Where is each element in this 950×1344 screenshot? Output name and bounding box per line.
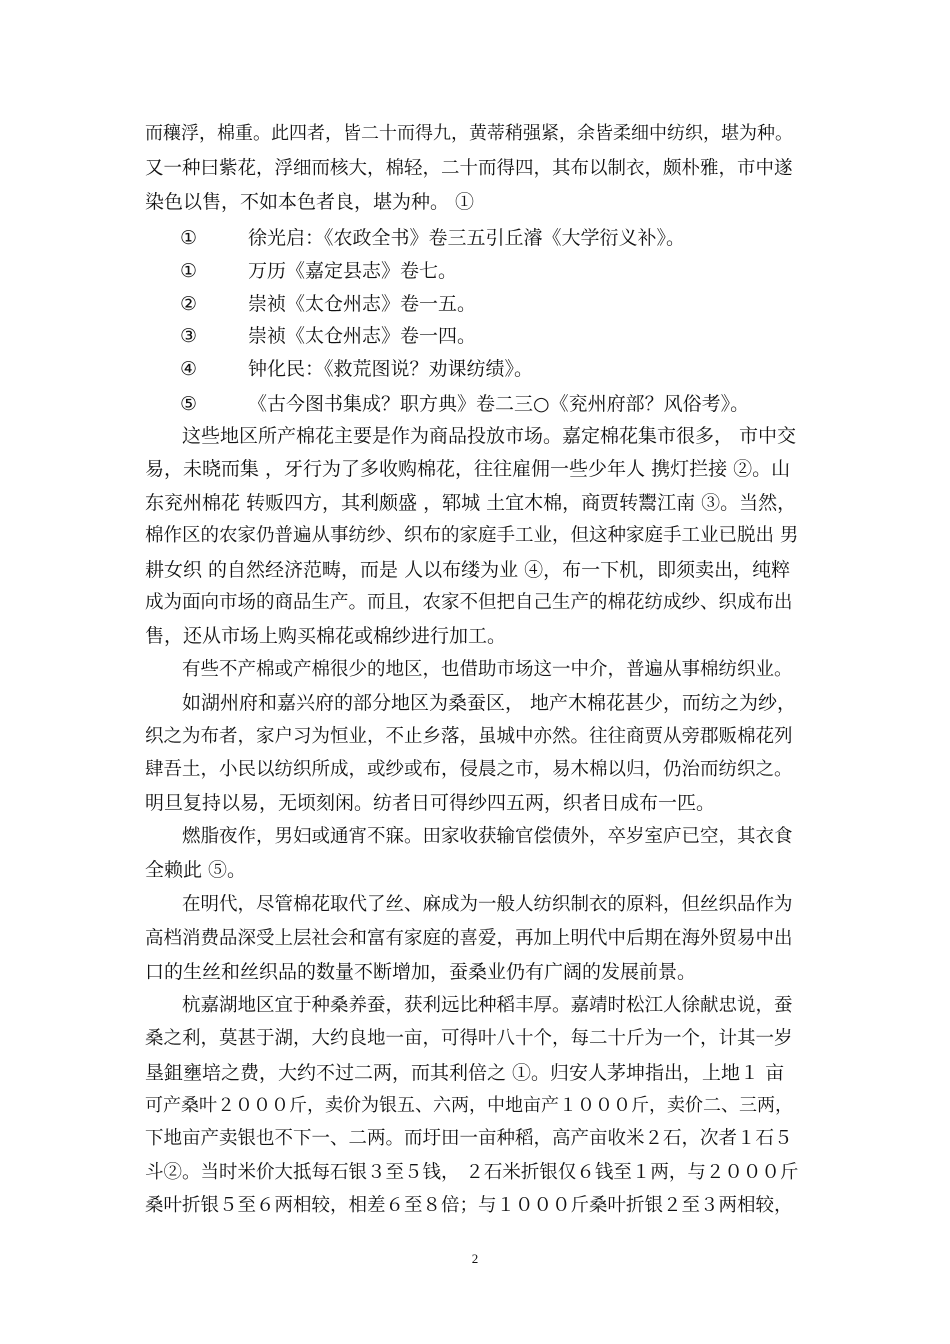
paragraph-2-line-5: 耕女织 的自然经济范畴，而是 人以布缕为业 ④，布一下机，即须卖出，纯粹 (145, 559, 791, 581)
footnote-5-text: 钟化民：《救荒图说？劝课纺绩》。 (248, 358, 534, 380)
footnote-3-text: 崇祯《太仓州志》卷一五。 (248, 293, 477, 315)
paragraph-7-line-7: 桑叶折银５至６两相较，相差６至８倍；与１０００斤桑叶折银２至３两相较， (145, 1195, 793, 1216)
page-number: 2 (471, 1251, 479, 1266)
footnote-1-mark: ① (180, 227, 198, 249)
paragraph-2-line-1: 这些地区所产棉花主要是作为商品投放市场。嘉定棉花集市很多， 市中交 (182, 425, 797, 447)
paragraph-1-line-3: 染色以售，不如本色者良，堪为种。 ① (145, 191, 475, 213)
paragraph-7-line-5: 下地亩产卖银也不下一、二两。而圩田一亩种稻，高产亩收米２石，次者１石５ (145, 1128, 793, 1149)
paragraph-2-line-4: 棉作区的农家仍普遍从事纺纱、织布的家庭手工业，但这种家庭手工业已脱出 男 (145, 525, 799, 546)
paragraph-7-line-4: 可产桑叶２０００斤，卖价为银五、六两，中地亩产１０００斤，卖价二、三两， (145, 1095, 793, 1116)
paragraph-7-line-1: 杭嘉湖地区宜于种桑养蚕，获利远比种稻丰厚。嘉靖时松江人徐献忠说，蚕 (182, 995, 793, 1016)
paragraph-4-line-3: 肆吾土，小民以纺织所成，或纱或布，侵晨之市，易木棉以归，仍治而纺织之。 (145, 759, 793, 780)
paragraph-2-line-3: 东兖州棉花 转贩四方，其利颇盛 ，郓城 土宜木棉，商贾转鬻江南 ③。当然， (145, 492, 797, 514)
paragraph-6-line-1: 在明代，尽管棉花取代了丝、麻成为一般人纺织制衣的原料，但丝织品作为 (182, 894, 793, 915)
footnote-2-text: 万历《嘉定县志》卷七。 (248, 260, 458, 282)
footnote-5-mark: ④ (180, 358, 198, 380)
paragraph-5-line-1: 燃脂夜作，男妇或通宵不寐。田家收获输官偿债外，卒岁室庐已空，其衣食 (182, 826, 793, 847)
paragraph-7-line-6: 斗②。当时米价大抵每石银３至５钱， ２石米折银仅６钱至１两，与２０００斤 (145, 1162, 799, 1183)
footnote-2-mark: ① (180, 260, 198, 282)
paragraph-6-line-2: 高档消费品深受上层社会和富有家庭的喜爱，再加上明代中后期在海外贸易中出 (145, 928, 793, 949)
paragraph-7-line-3: 垦鉏壅培之费，大约不过二两，而其利倍之 ①。归安人茅坤指出，上地１ 亩 (145, 1062, 785, 1084)
paragraph-4-line-1: 如湖州府和嘉兴府的部分地区为桑蚕区， 地产木棉花甚少，而纺之为纱， (182, 692, 797, 714)
paragraph-2-line-7: 售，还从市场上购买棉花或棉纱进行加工。 (145, 625, 507, 647)
paragraph-2-line-2: 易，未晓而集 ，牙行为了多收购棉花，往往雇佣一些少年人 携灯拦接 ②。山 (145, 458, 791, 480)
paragraph-4-line-2: 织之为布者，家户习为恒业，不止乡落，虽城中亦然。往往商贾从旁郡贩棉花列 (145, 726, 793, 747)
footnote-4-text: 崇祯《太仓州志》卷一四。 (248, 325, 477, 347)
paragraph-2-line-6: 成为面向市场的商品生产。而且，农家不但把自己生产的棉花纺成纱、织成布出 (145, 592, 793, 613)
paragraph-6-line-3: 口的生丝和丝织品的数量不断增加，蚕桑业仍有广阔的发展前景。 (145, 961, 697, 983)
paragraph-7-line-2: 桑之利，莫甚于湖，大约良地一亩，可得叶八十个，每二十斤为一个，计其一岁 (145, 1028, 793, 1049)
footnote-3-mark: ② (180, 293, 198, 315)
paragraph-5-line-2: 全赖此 ⑤。 (145, 859, 247, 881)
footnote-1-text: 徐光启：《农政全书》卷三五引丘濬《大学衍义补》。 (248, 227, 686, 249)
paragraph-1-line-2: 又一种曰紫花，浮细而核大，棉轻，二十而得四，其布以制衣，颇朴雅，市中遂 (145, 158, 793, 179)
footnote-6-mark: ⑤ (180, 393, 198, 415)
footnote-4-mark: ③ (180, 325, 198, 347)
paragraph-1-line-1: 而穰浮，棉重。此四者，皆二十而得九，黄蒂稍强紧，余皆柔细中纺织，堪为种。 (145, 123, 793, 144)
paragraph-3-line-1: 有些不产棉或产棉很少的地区，也借助市场这一中介，普遍从事棉纺织业。 (182, 659, 793, 680)
footnote-6-text: 《古今图书集成？职方典》卷二三○《兖州府部？风俗考》。 (248, 393, 750, 415)
paragraph-4-line-4: 明旦复持以易，无顷刻闲。纺者日可得纱四五两，织者日成布一匹。 (145, 792, 716, 814)
